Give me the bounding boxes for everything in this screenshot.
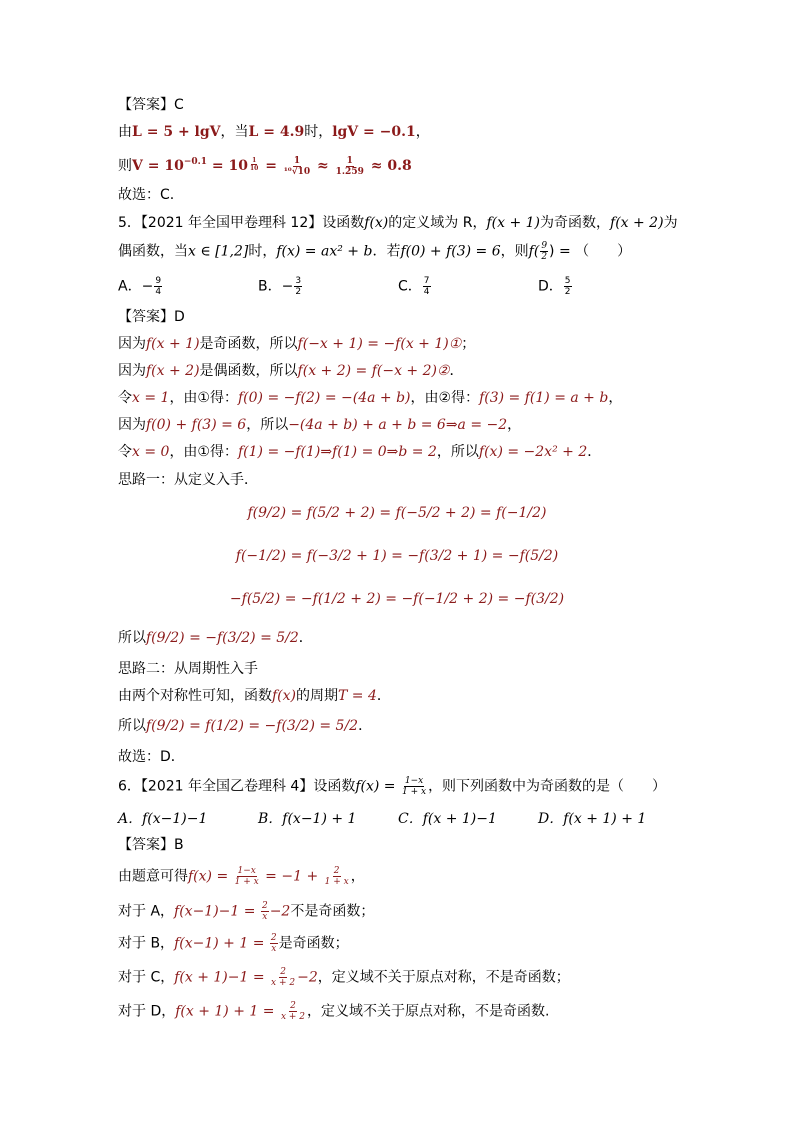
- option-d[interactable]: D．f(x + 1) + 1: [538, 811, 647, 827]
- math: L = 4.9: [248, 124, 305, 140]
- fraction: $\frac{1}{\text{¹⁰√10}}$: [283, 155, 311, 177]
- fraction: $\frac{9}{2}$: [541, 241, 548, 262]
- text: 时，: [304, 124, 333, 140]
- q5-so-2: 所以f(9/2) = f(1/2) = −f(3/2) = 5/2．: [118, 718, 373, 734]
- answer-letter: D: [174, 309, 185, 325]
- q4-choose: 故选：C.: [118, 187, 175, 203]
- exponent: −0.1: [183, 157, 208, 167]
- q4-solution-line-2: 则$V = 10^{-0.1} = 10$ $\frac{1}{10}$ = $\frac{1}{\text{¹⁰√10}}$ ≈ $\frac{1}{1.259}$ ≈ 0.8: [118, 155, 412, 177]
- text: 为奇函数，: [540, 215, 611, 231]
- option-a[interactable]: A．f(x−1)−1: [118, 811, 208, 827]
- text: ) = （ ）: [549, 243, 632, 260]
- text: ，则: [500, 243, 529, 260]
- text: 由: [118, 124, 132, 140]
- q5-choose: 故选：D．: [118, 749, 185, 765]
- q5-sol-5: 令x = 0，由①得：f(1) = −f(1)⇒f(1) = 0⇒b = 2，所以f(x) = −2x² + 2．: [118, 444, 602, 460]
- answer-label: 【答案】: [118, 309, 174, 325]
- option-b[interactable]: B．f(x−1) + 1: [258, 811, 357, 827]
- answer-letter: C: [174, 97, 184, 113]
- q6-sol-a: 对于 A，f(x−1)−1 = $\frac{2}{x}$ −2不是奇函数；: [118, 901, 375, 922]
- q5-answer-line: [118, 307, 185, 327]
- fraction: $\frac{2}{x + 2}$: [280, 1001, 306, 1022]
- q6-options: [118, 809, 678, 829]
- q6-sol-c: 对于 C，f(x + 1)−1 = $\frac{2}{x + 2}$ −2，定义域不关于原点对称，不是奇函数；: [118, 967, 570, 988]
- text: ，当: [220, 124, 249, 140]
- option-c[interactable]: C． $\frac{7}{4}$: [398, 276, 430, 297]
- q6-sol-1: 由题意可得f(x) = $\frac{1-x}{1 + x}$ = −1 + $\frac{2}{1 + x}$ ，: [118, 866, 365, 887]
- math: V = 10: [132, 158, 184, 174]
- fraction: $\frac{2}{x}$: [261, 901, 268, 922]
- math: f(x) = ax² + b: [276, 243, 373, 260]
- math: f(x + 2): [610, 215, 664, 231]
- q5-period: 由两个对称性可知，函数f(x)的周期T = 4．: [118, 688, 391, 704]
- text: 5．【2021 年全国甲卷理科 12】设函数: [118, 215, 365, 231]
- text: 偶函数，当: [118, 243, 188, 260]
- q5-idea-2: 思路二：从周期性入手: [118, 661, 258, 677]
- exponent-fraction: $\frac{1}{10}$: [250, 157, 259, 172]
- math: = 10: [207, 158, 248, 174]
- option-c[interactable]: C．f(x + 1)−1: [398, 811, 497, 827]
- fraction: $\frac{2}{x}$: [270, 933, 277, 954]
- answer-label: 【答案】: [118, 97, 174, 113]
- display-equation-2: f(−1/2) = f(−3/2 + 1) = −f(3/2 + 1) = −f(5/2): [235, 548, 559, 564]
- q5-stem-line-1: [118, 213, 678, 233]
- math: f(: [528, 243, 540, 260]
- math: f(0) + f(3) = 6: [400, 243, 501, 260]
- fraction: $\frac{2}{x + 2}$: [271, 967, 296, 988]
- text: 时，: [248, 243, 277, 260]
- q5-so-1: 所以f(9/2) = −f(3/2) = 5/2．: [118, 630, 313, 646]
- fraction: $\frac{1}{1.259}$: [335, 155, 364, 177]
- q6-answer-line: [118, 835, 184, 855]
- q5-sol-3: 令x = 1，由①得：f(0) = −f(2) = −(4a + b)，由②得：f(3) = f(1) = a + b，: [118, 390, 623, 406]
- display-equation-1: f(9/2) = f(5/2 + 2) = f(−5/2 + 2) = f(−1/2): [247, 505, 547, 521]
- math: x ∈ [1,2]: [188, 243, 249, 260]
- q5-sol-1: 因为f(x + 1)是奇函数，所以f(−x + 1) = −f(x + 1)①；: [118, 336, 476, 352]
- text: 为: [663, 215, 678, 231]
- option-b[interactable]: B．− $\frac{3}{2}$: [258, 276, 302, 297]
- option-d[interactable]: D． $\frac{5}{2}$: [538, 276, 571, 297]
- q5-sol-2: 因为f(x + 2)是偶函数，所以f(x + 2) = f(−x + 2)②．: [118, 363, 464, 379]
- math: ≈: [312, 158, 334, 174]
- answer-letter: B: [174, 837, 184, 853]
- text: 则: [118, 158, 132, 174]
- math: lgV = −0.1: [332, 124, 416, 140]
- fraction: $\frac{2}{1 + x}$: [324, 866, 349, 887]
- q6-sol-b: 对于 B，f(x−1) + 1 = $\frac{2}{x}$ 是奇函数；: [118, 933, 349, 954]
- q5-stem-line-2: [118, 241, 631, 262]
- q6-stem: 6．【2021 年全国乙卷理科 4】设函数f(x) = $\frac{1-x}{1 + x}$ ，则下列函数中为奇函数的是（ ）: [118, 776, 667, 797]
- display-equation-3: −f(5/2) = −f(1/2 + 2) = −f(−1/2 + 2) = −f(3/2): [229, 591, 565, 607]
- q5-sol-4: 因为f(0) + f(3) = 6，所以−(4a + b) + a + b = 6⇒a = −2，: [118, 417, 522, 433]
- math: L = 5 + lgV: [132, 124, 221, 140]
- text: ，: [415, 124, 430, 140]
- fraction: $\frac{1-x}{1 + x}$: [401, 776, 427, 797]
- answer-label: 【答案】: [118, 837, 174, 853]
- math: f(x): [364, 215, 389, 231]
- q5-options: [118, 276, 678, 297]
- option-a[interactable]: A．− $\frac{9}{4}$: [118, 276, 162, 297]
- text: 的定义域为 R，: [388, 215, 487, 231]
- fraction: $\frac{1-x}{1 + x}$: [234, 866, 259, 887]
- q5-idea-1: 思路一：从定义入手．: [118, 472, 258, 488]
- math: ≈ 0.8: [365, 158, 412, 174]
- math: f(x + 1): [486, 215, 541, 231]
- text: ．若: [372, 243, 401, 260]
- q4-solution-line-1: [118, 122, 430, 142]
- q4-answer-line: [118, 95, 184, 115]
- q6-sol-d: 对于 D，f(x + 1) + 1 = $\frac{2}{x + 2}$ ，定义域不关于原点对称，不是奇函数.: [118, 1001, 550, 1022]
